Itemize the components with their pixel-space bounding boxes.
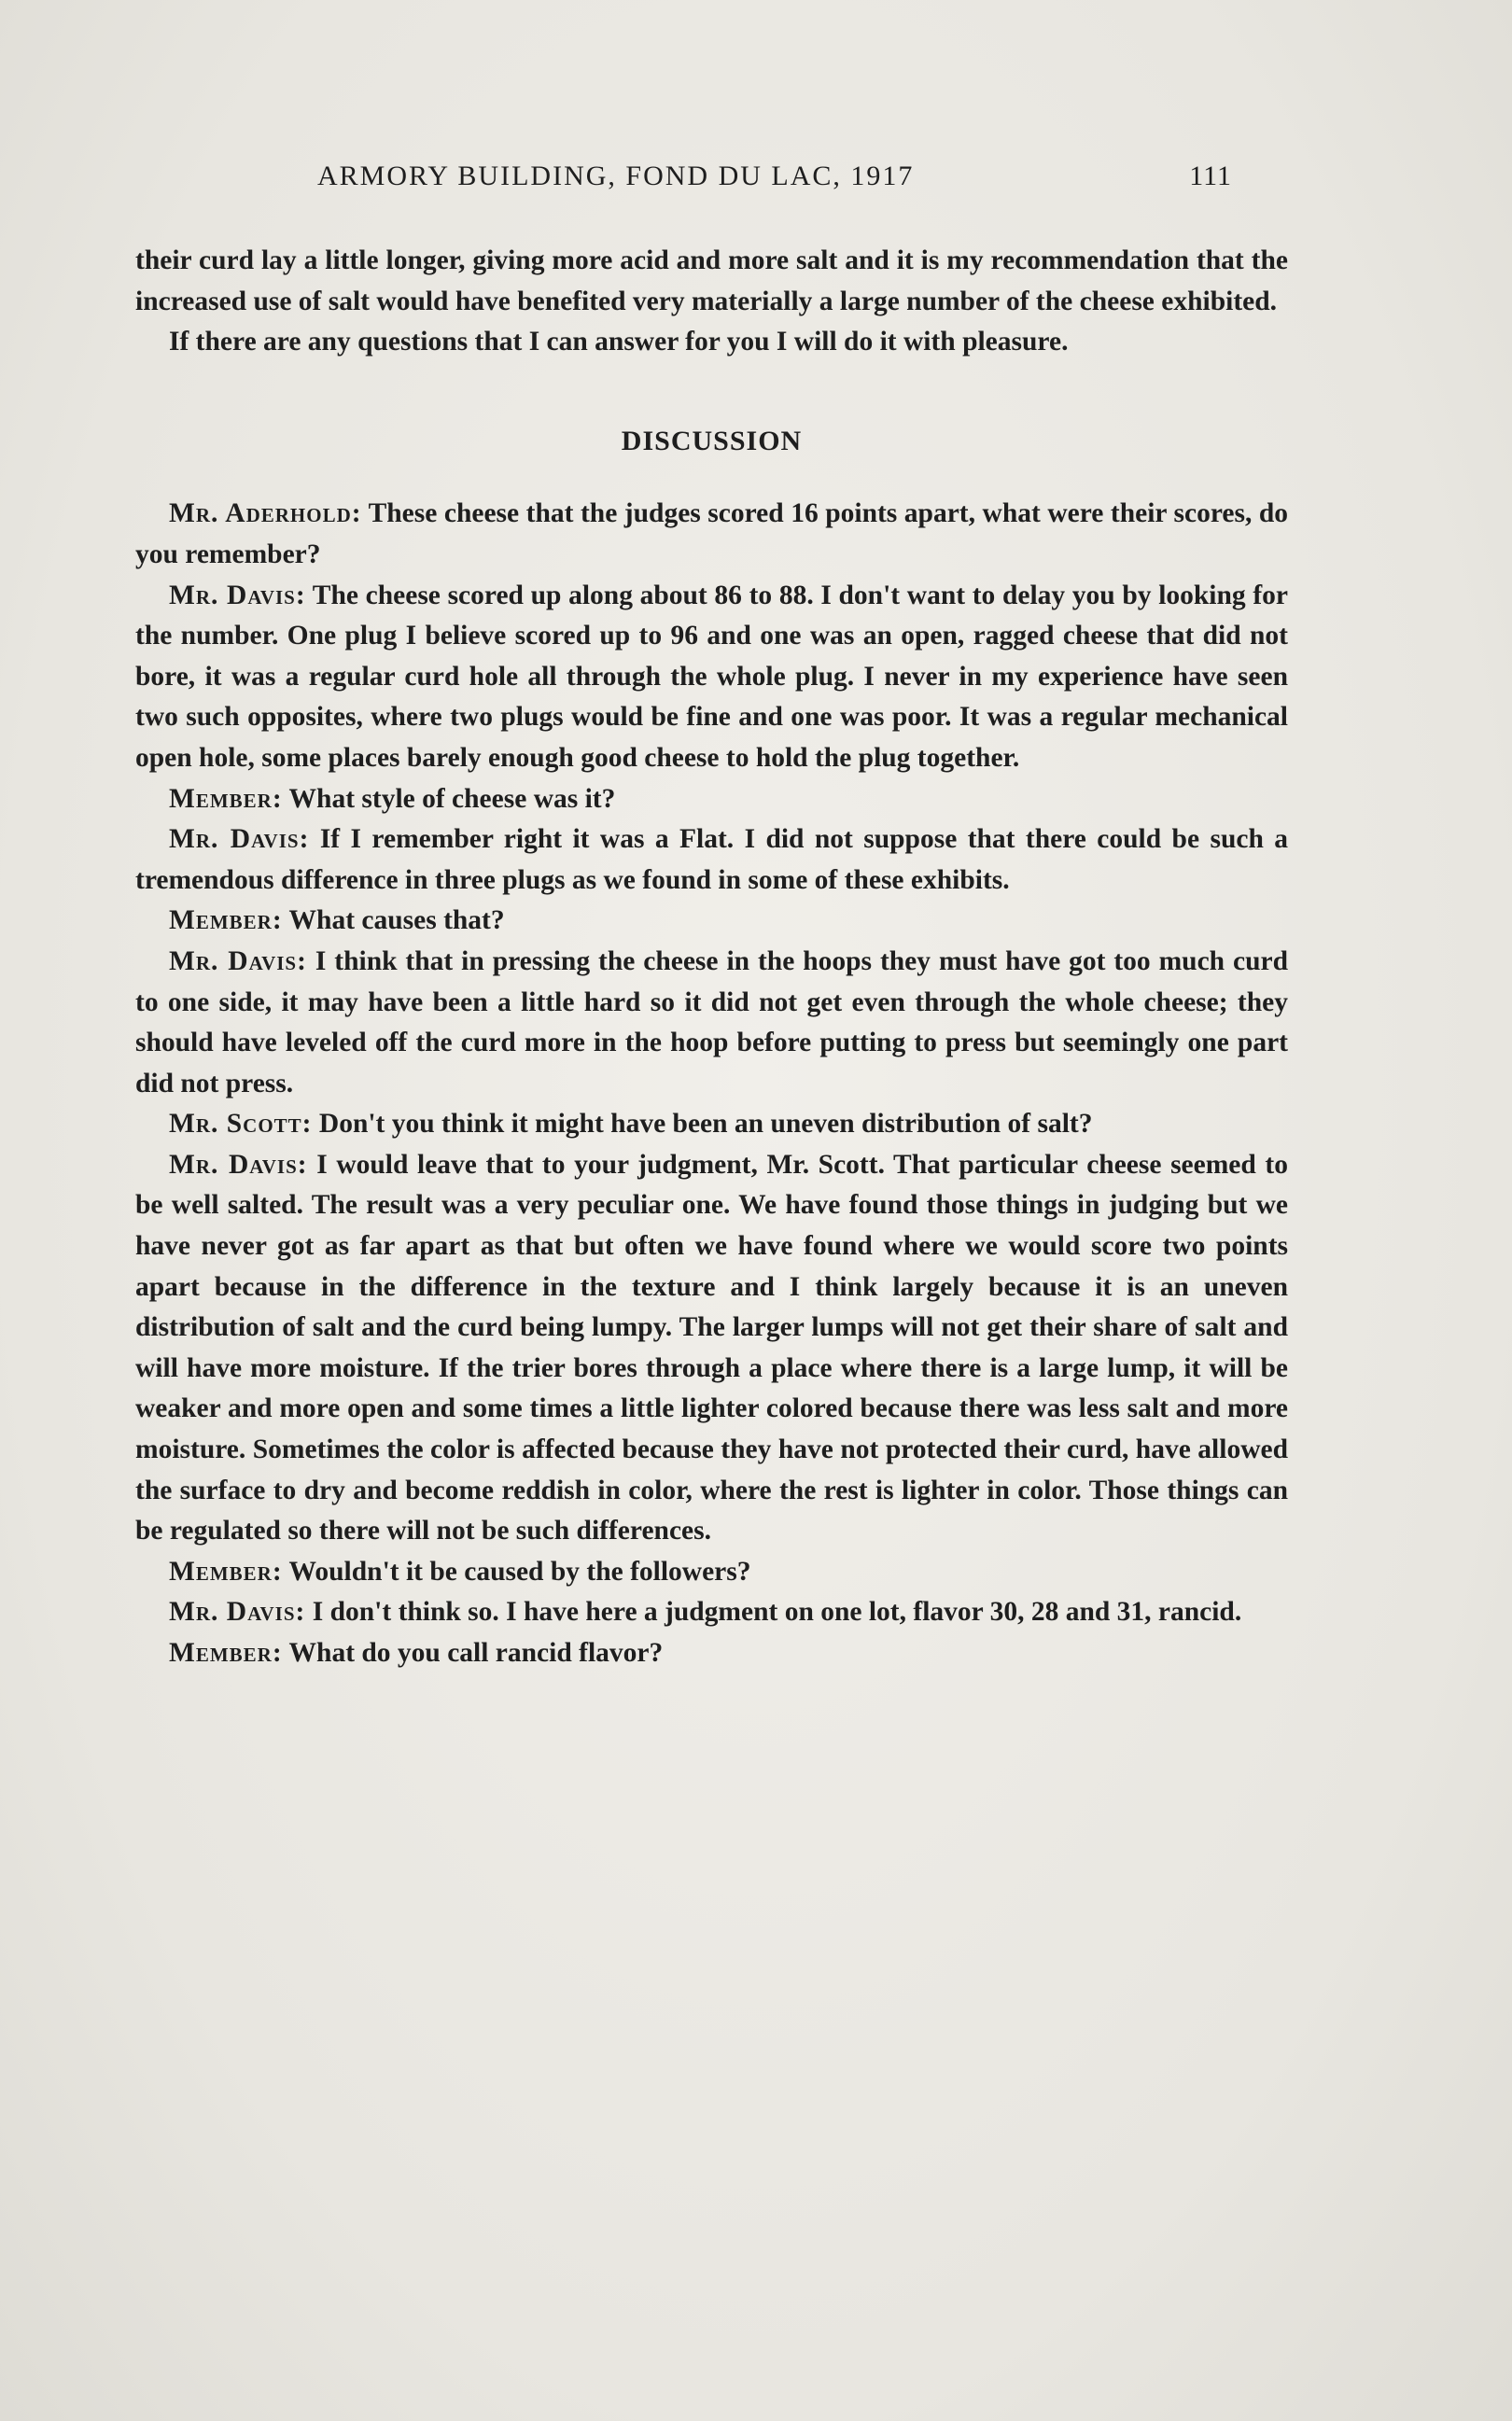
dialogue-paragraph	[135, 494, 1288, 575]
speaker-name: Member:	[169, 905, 283, 936]
dialogue-paragraph	[135, 576, 1288, 779]
speaker-name: Mr. Davis:	[169, 1149, 308, 1180]
dialogue-text: I don't think so. I have here a judgment on one lot, flavor 30, 28 and 31, rancid.	[312, 1597, 1242, 1628]
dialogue-text: If I remember right it was a Flat. I did not suppose that there could be such a tremendous difference in three plugs as we found in some of these exhibits.	[135, 824, 1289, 895]
dialogue-text: The cheese scored up along about 86 to 88. I don't want to delay you by looking for the number. One plug I believe scored up to 96 and one was an open, ragged cheese that did not bore, it was a regular curd hole all through the whole plug. I never in my experience have seen two such opposites, where two plugs would be fine and one was poor. It was a regular mechanical open hole, some places barely enough good cheese to hold the plug together.	[135, 580, 1288, 773]
dialogue-paragraph	[135, 1552, 1288, 1593]
dialogue-paragraph	[135, 779, 1288, 820]
speaker-name: Member:	[169, 1638, 283, 1668]
dialogue-text: What style of cheese was it?	[288, 783, 616, 814]
speaker-name: Member:	[169, 1556, 283, 1587]
dialogue-paragraph	[135, 901, 1288, 942]
header-title: ARMORY BUILDING, FOND DU LAC, 1917	[317, 161, 915, 191]
dialogue-text: I would leave that to your judgment, Mr. Scott. That particular cheese seemed to be well salted. The result was a very peculiar one. We have found those things in judging but we have never got as far apart as that but often we have found where we would score two points apart because in the difference in the texture and I think largely because it is an uneven distribution of salt and the curd being lumpy. The larger lumps will not get their share of salt and will have more moisture. If the trier bores through a place where there is a large lump, it will be weaker and more open and some times a little lighter colored because there was less salt and more moisture. Sometimes the color is affected because they have not protected their curd, have allowed the surface to dry and become reddish in color, where the rest is lighter in color. Those things can be regulated so there will not be such differences.	[135, 1149, 1288, 1546]
speaker-name: Mr. Scott:	[169, 1109, 313, 1140]
speaker-name: Member:	[169, 783, 283, 814]
page-body	[135, 241, 1288, 1674]
dialogue-text: I think that in pressing the cheese in the hoops they must have got too much curd to one side, it may have been a little hard so it did not get even through the whole cheese; they should have leveled off the curd more in the hoop before putting to press but seemingly one part did not press.	[135, 945, 1288, 1099]
dialogue-text: Don't you think it might have been an uneven distribution of salt?	[318, 1109, 1093, 1140]
speaker-name: Mr. Davis:	[169, 824, 310, 855]
dialogue-text: Wouldn't it be caused by the followers?	[288, 1556, 751, 1587]
dialogue-paragraph	[135, 1633, 1288, 1674]
dialogue-text: These cheese that the judges scored 16 points apart, what were their scores, do you remember?	[135, 498, 1289, 569]
section-heading: DISCUSSION	[621, 425, 803, 456]
speaker-name: Mr. Davis:	[169, 580, 306, 610]
dialogue-paragraph	[135, 942, 1288, 1104]
dialogue-text: What do you call rancid flavor?	[288, 1638, 664, 1668]
running-header	[317, 161, 1232, 192]
dialogue-paragraph	[135, 819, 1288, 901]
speaker-name: Mr. Davis:	[169, 945, 307, 976]
page-number: 111	[1189, 161, 1232, 191]
dialogue-text: What causes that?	[288, 905, 505, 936]
dialogue-paragraph	[135, 1145, 1288, 1552]
intro-paragraph: If there are any questions that I can answer for you I will do it with pleasure.	[169, 327, 1069, 357]
speaker-name: Mr. Davis:	[169, 1597, 306, 1628]
dialogue-paragraph	[135, 1104, 1288, 1145]
dialogue-paragraph	[135, 1592, 1288, 1633]
intro-paragraph: their curd lay a little longer, giving more acid and more salt and it is my recommendation that the increased use of salt would have benefited very materially a large number of the cheese exhibited.	[135, 245, 1288, 316]
speaker-name: Mr. Aderhold:	[169, 498, 362, 529]
